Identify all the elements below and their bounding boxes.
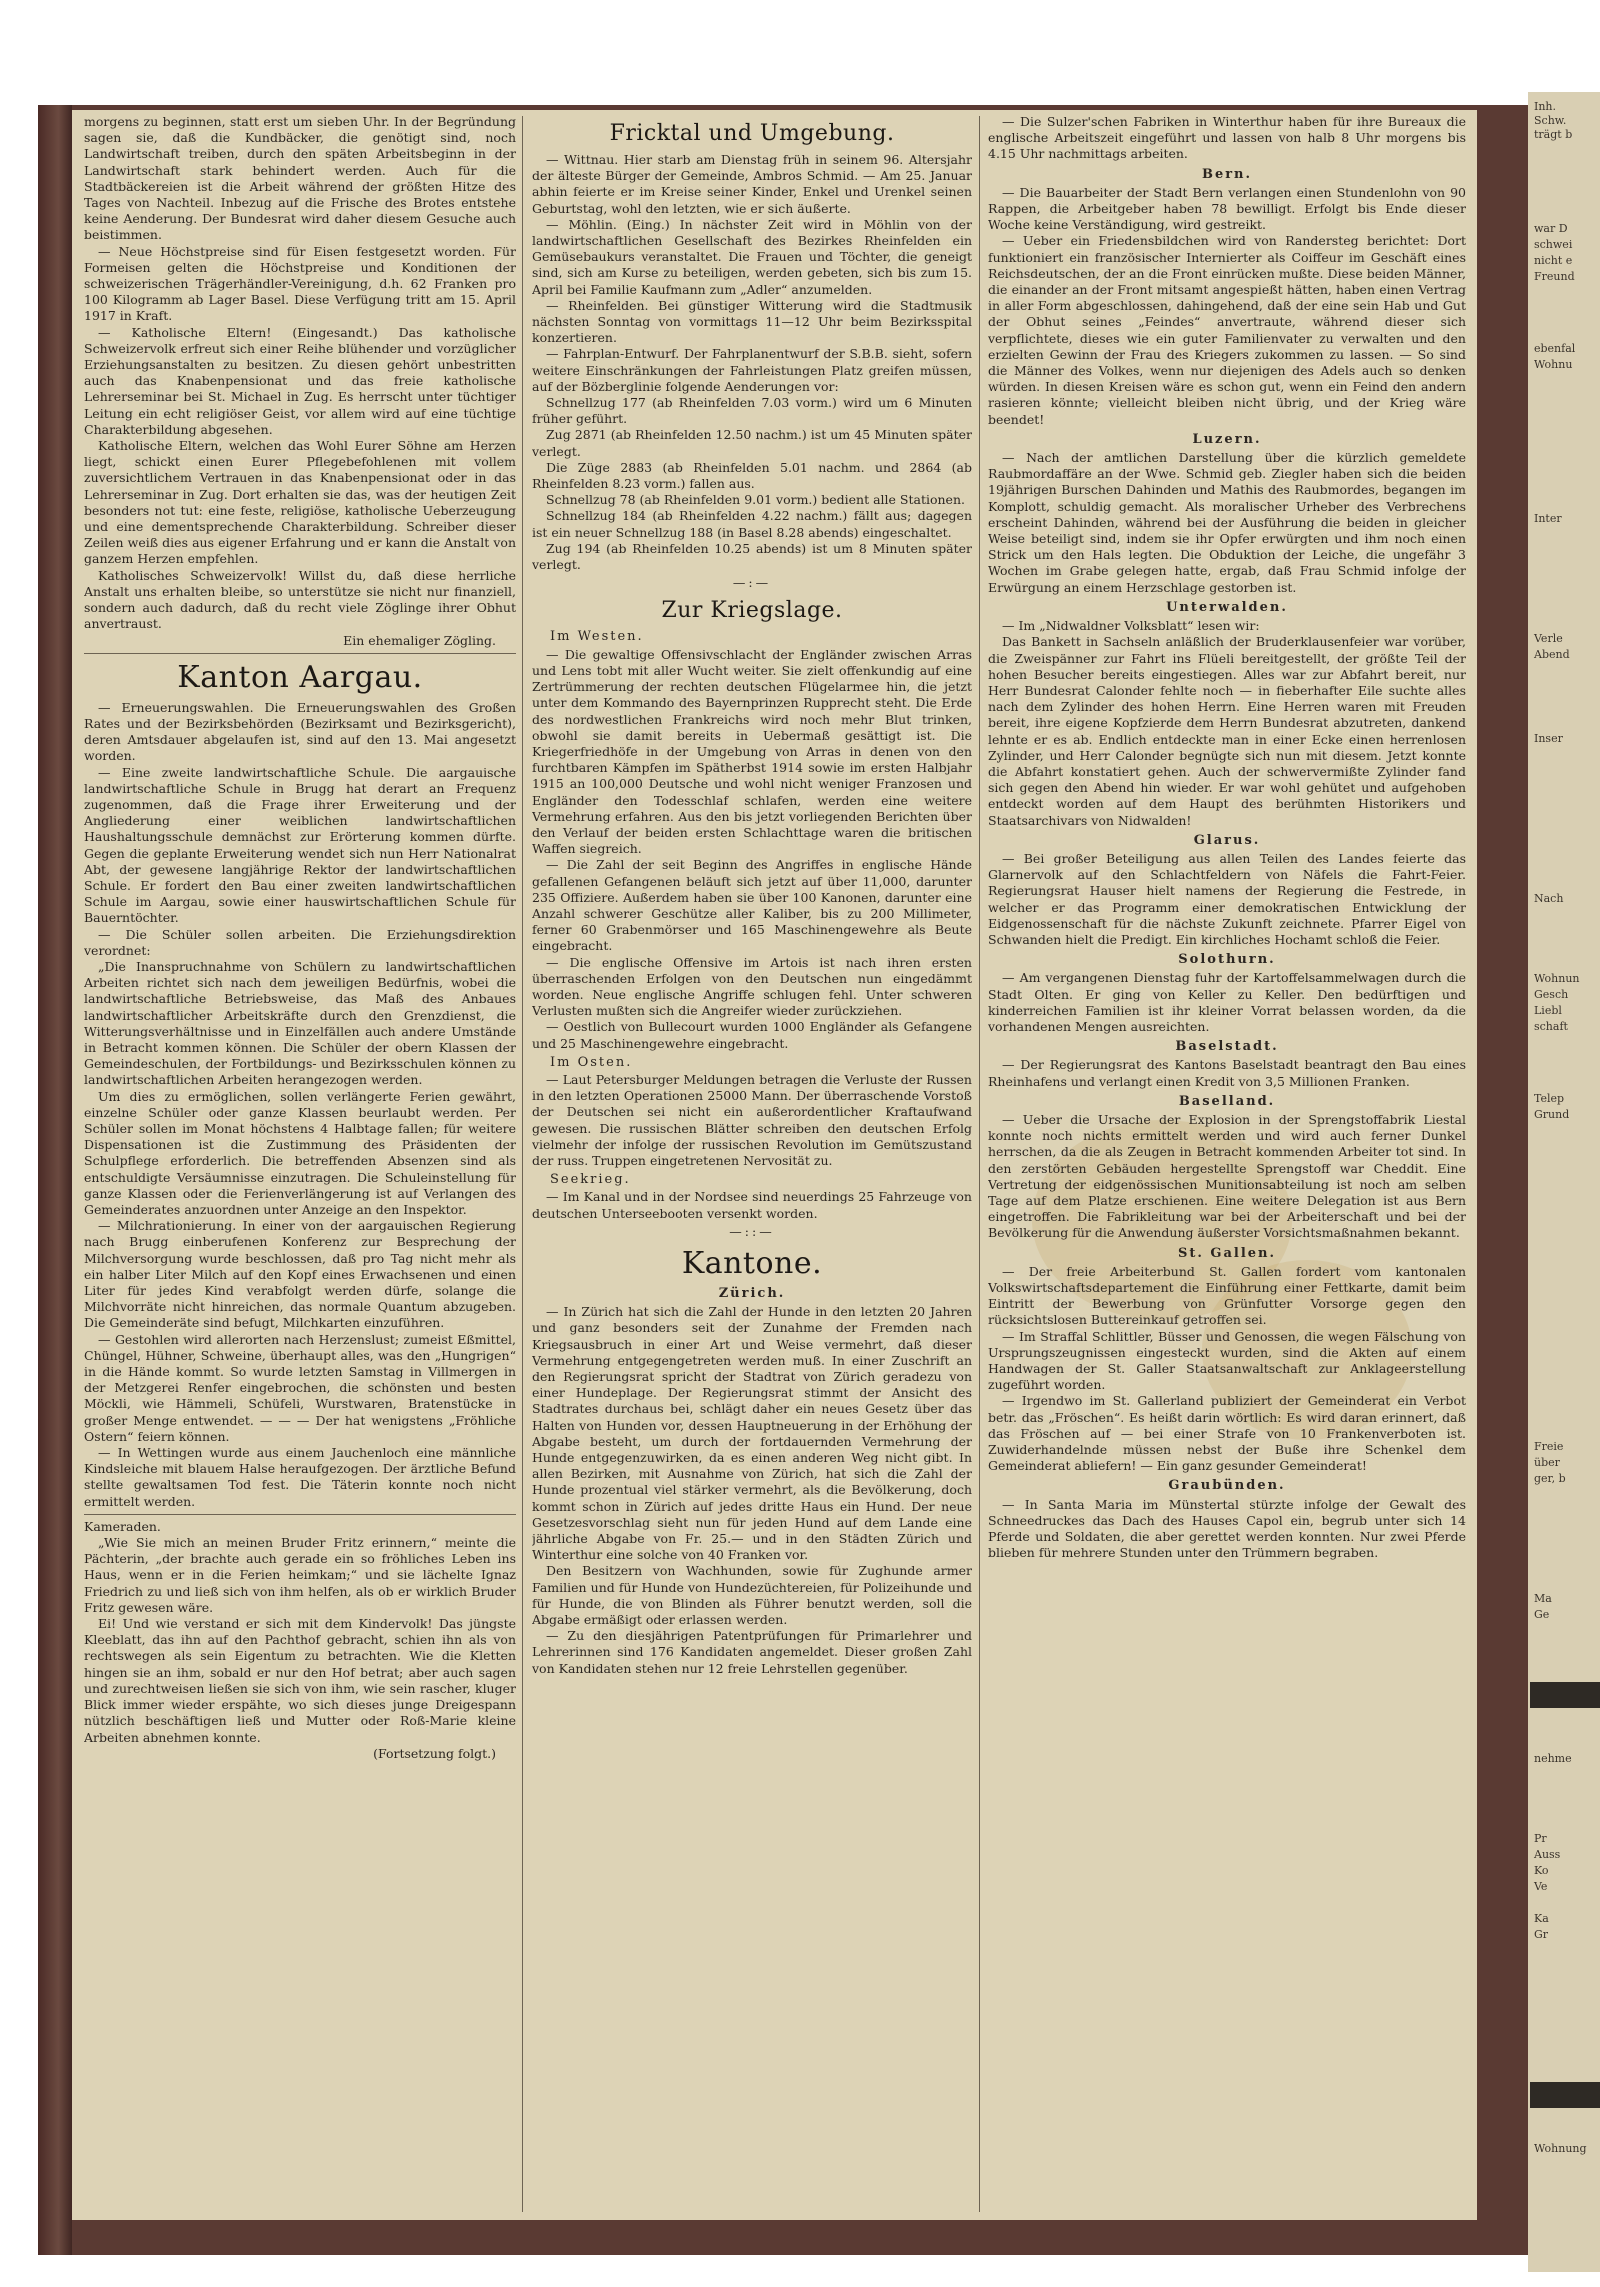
column-rule — [522, 116, 523, 2212]
adjacent-fragment: Ka — [1534, 1912, 1549, 1925]
separator: —:— — [732, 575, 772, 591]
article-paragraph: — Nach der amtlichen Darstellung über die kürzlich gemeldete Raubmordaffäre an der Wwe. Schmid geb. Ziegler haben sich die beiden 19jährigen Burschen Dahinden und Mathis des Raubmordes, begangen im Komplott, schuldig gemacht. Als moralischer Urheber des Verbrechens erscheint Dahinden, während bei der Ausführung die beiden in gleicher Weise beteiligt sind, indem sie ihr Opfer erwürgten und ihm noch einen Strick um den Hals legten. Die Obduktion der Leiche, die ungefähr 3 Wochen im Grabe gelegen hatte, ergab, daß Frau Schmid infolge der Erwürgung an einem Herzschlage gestorben ist. — [988, 450, 1466, 595]
article-paragraph: — Rheinfelden. Bei günstiger Witterung wird die Stadtmusik nächsten Sonntag von vormittags 11—12 Uhr beim Bezirksspital konzertieren. — [532, 297, 972, 346]
article-paragraph: — Im „Nidwaldner Volksblatt“ lesen wir: — [1002, 618, 1260, 634]
article-paragraph: — Die Sulzer'schen Fabriken in Winterthur haben für ihre Bureaux die englische Arbeitszeit eingeführt und lassen von halb 8 Uhr morgens bis 4.15 Uhr nachmittags arbeiten. — [988, 114, 1466, 162]
article-paragraph: — Ueber die Ursache der Explosion in der Sprengstoffabrik Liestal konnte noch nichts ermittelt werden und wird auch ferner Dunkel herrschen, da die als Zeugen in Betracht kommenden Arbeiter tot sind. In den zerstörten Gebäuden hergestellte Sprengstoff war Cheddit. Eine Vertretung der eidgenössischen Munitionsabteilung ist noch am selben Tage auf dem Platze erschienen. Eine weitere Delegation ist aus Bern eingetroffen. Die Fabrikleitung war bei der Arbeiterschaft und bei der Bevölkerung für die Anwendung äußerster Vorsichtsmaßnahmen bekannt. — [988, 1111, 1466, 1241]
article-paragraph: — Oestlich von Bullecourt wurden 1000 Engländer als Gefangene und 25 Maschinengewehre eingebracht. — [532, 1019, 972, 1051]
feuilleton-paragraph: „Wie Sie mich an meinen Bruder Fritz erinnern,“ meinte die Pächterin, „der brachte auch gerade ein so fröhliches Leben ins Haus, wenn er in die Ferien heimkam;“ und sie lächelte Ignaz Friedrich zu und ließ sich von ihm helfen, als ob er wirklich Bruder Fritz gewesen wäre. — [84, 1535, 516, 1615]
column-rule — [979, 116, 980, 2212]
adjacent-fragment: Inser — [1534, 732, 1563, 745]
article-paragraph: — Bei großer Beteiligung aus allen Teilen des Landes feierte das Glarnervolk auf den Schlachtfeldern von Näfels die Fahrt-Feier. Regierungsrat Hauser hielt namens der Regierung die Festrede, in welcher er das Programm einer demokratischen Entwicklung der Eidgenossenschaft für die nächste Zukunft zeichnete. Pfarrer Eigel von Schwanden hielt die Predigt. Ein kirchliches Hochamt schloß die Feier. — [988, 850, 1466, 947]
article-paragraph: — In Santa Maria im Münstertal stürzte infolge der Gewalt des Schneedruckes das Dach des Hauses Capol ein, begrub unter sich 14 Pferde und Soldaten, die aber gerettet werden konnten. Nur zwei Pferde blieben für mehrere Stunden unter den Trümmern begraben. — [988, 1496, 1466, 1561]
article-paragraph: — Laut Petersburger Meldungen betragen die Verluste der Russen in den letzten Operationen 25000 Mann. Der überraschende Vorstoß der Deutschen sei nicht ein außerordentlicher Kraftaufwand gewesen. Die russischen Blätter schreiben den deutschen Erfolg vielmehr der infolge der russischen Revolution im Gemütszustand der russ. Truppen eingetretenen Nervosität zu. — [532, 1071, 972, 1168]
subheading: Bern. — [1201, 166, 1253, 182]
article-paragraph: — Wittnau. Hier starb am Dienstag früh in seinem 96. Altersjahr der älteste Bürger der Gemeinde, Ambros Schmid. — Am 25. Januar abhin feierte er im Kreise seiner Kinder, Enkel und Urenkel seinen Geburtstag, wohl den letzten, wie er sich äußerte. — [532, 152, 972, 216]
adjacent-fragment: Gr — [1534, 1928, 1549, 1941]
subheading: Im Westen. — [550, 629, 644, 645]
subheading: St. Gallen. — [1177, 1245, 1277, 1261]
article-paragraph: — Milchrationierung. In einer von der aargauischen Regierung nach Brugg einberufenen Konferenz zur Besprechung der Milchversorgung wurde beschlossen, daß pro Tag nicht mehr als ein halber Liter Milch auf den Kopf eines Erwachsenen und einen Liter für jedes Kind verabfolgt werden dürfe, solange die Milchvorräte nicht hinreichen, das normale Quantum abzugeben. Die Gemeinderäte sind befugt, Milchkarten einzuführen. — [84, 1218, 516, 1331]
adjacent-fragment: Auss — [1534, 1848, 1561, 1861]
article-paragraph: Schnellzug 184 (ab Rheinfelden 4.22 nachm.) fällt aus; dagegen ist ein neuer Schnellzug 188 (in Basel 8.28 abends) eingeschaltet. — [532, 508, 972, 540]
adjacent-fragment: Ve — [1534, 1880, 1548, 1893]
article-paragraph: Die Züge 2883 (ab Rheinfelden 5.01 nachm. und 2864 (ab Rheinfelden 8.23 vorm.) fallen aus. — [532, 459, 972, 492]
adjacent-fragment: schaft — [1534, 1020, 1568, 1033]
article-paragraph: — Neue Höchstpreise sind für Eisen festgesetzt worden. Für Formeisen gelten die Höchstpreise und Konditionen der schweizerischen Trägerhändler-Vereinigung, d.h. 62 Franken pro 100 Kilogramm ab Lager Basel. Diese Verfügung tritt am 15. April 1917 in Kraft. — [84, 243, 516, 324]
adjacent-fragment: Abend — [1534, 648, 1570, 661]
subheading: Glarus. — [1193, 832, 1261, 848]
feuilleton-divider — [84, 1514, 516, 1515]
column-middle — [532, 114, 972, 2214]
article-paragraph: Um dies zu ermöglichen, sollen verlängerte Ferien gewährt, einzelne Schüler oder ganze Klassen beurlaubt werden. Per Schüler sollen im Monat höchstens 4 Halbtage fallen; für weitere Dispensationen ist die Zustimmung des Präsidenten der Schulpflege erforderlich. Die betreffenden Absenzen sind als entschuldigte Versäumnisse einzutragen. Die Schuleinstellung für ganze Klassen oder die Ferienverlängerung ist auf Verlangen des Gemeinderates anzuordnen unter Anzeige an den Inspektor. — [84, 1088, 516, 1217]
adjacent-fragment: trägt b — [1534, 128, 1573, 141]
subheading: Baselland. — [1178, 1093, 1276, 1109]
subheading: Im Osten. — [550, 1054, 633, 1070]
adjacent-fragment: Ko — [1534, 1864, 1549, 1877]
section-heading-kantone: Kantone. — [681, 1246, 823, 1281]
article-paragraph: Katholische Eltern, welchen das Wohl Eurer Söhne am Herzen liegt, schickt einen Eurer Pflegebefohlenen mit vollem zuversichtlichem Vertrauen in das Knabenpensionat oder in das Lehrerseminar in Zug. Dort erhalten sie das, was der heutigen Zeit besonders not tut: eine feste, religiöse, katholische Ueberzeugung und eine dementsprechende Charakterbildung. Schreiber dieser Zeilen weiß dies aus eigener Erfahrung und er kann die Anstalt von ganzem Herzen empfehlen. — [84, 438, 516, 567]
feuilleton-paragraph: Ei! Und wie verstand er sich mit dem Kindervolk! Das jüngste Kleeblatt, das ihn auf den Pachthof gebracht, schien ihn als von rechtswegen als sein Eigentum zu betrachten. Wie die Kletten hingen sie an ihm, sobald er nur den Hof betrat; aber auch sagen und zurechtweisen ließen sie sich von ihm, wie sein rascher, kluger Blick immer wieder erspähte, wo sich dieses junge Dreigespann nützlich beschäftigen ließ und Mutter oder Roß-Marie kleine Arbeiten abnehmen konnte. — [84, 1616, 516, 1745]
adjacent-fragment: Schw. — [1534, 114, 1567, 127]
adjacent-fragment: nicht e — [1534, 254, 1573, 267]
article-paragraph: — Im Kanal und in der Nordsee sind neuerdings 25 Fahrzeuge von deutschen Unterseebooten versenkt worden. — [532, 1189, 972, 1221]
adjacent-fragment: Wohnung — [1534, 2142, 1587, 2155]
article-paragraph: Zug 194 (ab Rheinfelden 10.25 abends) ist um 8 Minuten später verlegt. — [532, 540, 972, 573]
section-heading-fricktal: Fricktal und Umgebung. — [609, 121, 895, 146]
section-divider — [84, 653, 516, 654]
section-heading-kriegslage: Zur Kriegslage. — [661, 598, 843, 624]
subheading: Solothurn. — [1178, 952, 1276, 968]
adjacent-fragment: Wohnu — [1534, 358, 1573, 371]
article-paragraph: — Am vergangenen Dienstag fuhr der Kartoffelsammelwagen durch die Stadt Olten. Er ging von Keller zu Keller. Den bedürftigen und kinderreichen Familien ist ihr kleiner Vorrat belassen worden, da die vorhandenen Mengen ausreichten. — [988, 970, 1466, 1034]
adjacent-fragment: Ma — [1534, 1592, 1552, 1605]
adjacent-fragment: Nach — [1534, 892, 1564, 905]
adjacent-fragment: nehme — [1534, 1752, 1572, 1765]
feuilleton-title: Kameraden. — [84, 1518, 161, 1534]
feuilleton-continued: (Fortsetzung folgt.) — [373, 1745, 496, 1761]
subheading: Seekrieg. — [550, 1172, 631, 1188]
adjacent-fragment: Grund — [1534, 1108, 1570, 1121]
adjacent-fragment: Inter — [1534, 512, 1562, 525]
article-paragraph: — Die englische Offensive im Artois ist nach ihren ersten überraschenden Erfolgen von den Deutschen nun eingedämmt worden. Neue englische Angriffe schlugen fehl. Unter schweren Verlusten mußten sich die Angreifer wieder zurückziehen. — [532, 954, 972, 1019]
adjacent-fragment: Ge — [1534, 1608, 1550, 1621]
adjacent-fragment: Pr — [1534, 1832, 1547, 1845]
adjacent-fragment: Wohnun — [1534, 972, 1580, 985]
adjacent-fragment: über — [1534, 1456, 1560, 1469]
article-paragraph: Den Besitzern von Wachhunden, sowie für Zughunde armer Familien und für Hunde von Hundezüchtereien, für Polizeihunde und für Hunde, die von Blinden als Führer benutzt werden, soll die Abgabe ermäßigt oder erlassen werden. — [532, 1563, 972, 1628]
article-paragraph: — In Zürich hat sich die Zahl der Hunde in den letzten 20 Jahren und ganz besonders seit der Zunahme der Fremden nach Kriegsausbruch in einer Art und Weise vermehrt, daß dieser Vermehrung entgegengetreten werden muß. In einer Zuschrift an den Regierungsrat spricht der Stadtrat von Zürich geradezu von einer Hundeplage. Der Regierungsrat stimmt der Ansicht des Stadtrates durchaus bei, schlägt daher ein neues Gesetz über das Halten von Hunden vor, dessen Hauptneuerung in der Erhöhung der Abgabe besteht, um durch der fortdauernden Vermehrung der Hunde entgegenzuwirken, da es einen anderen Weg nicht gibt. In allen Bezirken, mit Ausnahme von Zürich, hat sich die Zahl der Hunde prozentual viel stärker vermehrt, als die Bevölkerung, doch kommt schon in Zürich auf jedes dritte Haus ein Hund. Der neue Gesetzesvorschlag sieht nun für jeden Hund auf dem Lande eine jährliche Abgabe von Fr. 25.— und in den Städten Zürich und Winterthur eine solche von 40 Franken vor. — [532, 1304, 972, 1563]
subheading: Zürich. — [718, 1286, 786, 1301]
subheading: Unterwalden. — [1166, 599, 1288, 615]
adjacent-fragment: Gesch — [1534, 988, 1569, 1001]
adjacent-fragment: ebenfal — [1534, 342, 1576, 355]
adjacent-fragment: Liebl — [1534, 1004, 1562, 1017]
article-paragraph: — Ueber ein Friedensbildchen wird von Randersteg berichtet: Dort funktioniert ein französischer Internierter als Coiffeur im Geschäft eines Reichsdeutschen, der an die Front einrücken mußte. Diese beiden Männer, die einander an der Front mitsamt angespießt hätten, haben einen Vertrag in aller Form abgeschlossen, dahingehend, daß der eine sein Hab und Gut der Obhut seines „Feindes“ anvertraute, während dieser sich verpflichtete, dieses wie ein guter Familienvater zu verwalten und den erzielten Gewinn der Frau des Kriegers zukommen zu lassen. — So sind die Männer des Volkes, wenn nur diejenigen des Adels auch so denken würden. In diesen Kreisen wäre es schon gut, wenn ein Feind den andern rasieren könnte; vielleicht bleiben nicht übrig, und der Krieg wäre beendet! — [988, 233, 1466, 427]
article-paragraph: — Eine zweite landwirtschaftliche Schule. Die aargauische landwirtschaftliche Schule in Brugg hat derart an Frequenz zugenommen, daß die Frage ihrer Erweiterung und der Angliederung einer weiblichen landwirtschaftlichen Haushaltungsschule demnächst zur Erörterung kommen dürfte. Gegen die geplante Erweiterung wendet sich nun Herr Nationalrat Abt, der gewesene langjährige Rektor der landwirtschaftlichen Schule. Er fordert den Bau einer zweiten landwirtschaftlichen Schule im Aargau, sowie einer hauswirtschaftlichen Schule für Bauerntöchter. — [84, 764, 516, 926]
article-paragraph: Das Bankett in Sachseln anläßlich der Bruderklausenfeier war vorüber, die Zweispänner zur Fahrt ins Flüeli bereitgestellt, der größte Teil der hohen Besucher bereits eingestiegen. Alles war zur Abfahrt bereit, nur Herr Bundesrat Calonder fehlte noch — in fieberhafter Eile suchte alles nach dem Zylinder des hohen Herrn. Eine Herren waren mit Freuden bereit, ihre eigene Kopfzierde dem Herrn Bundesrat abzutreten, dankend lehnte er es ab. Endlich entdeckte man in einer Ecke einen herrenlosen Zylinder, und Herr Calonder begnügte sich nun mit diesem. Jetzt konnte die Abfahrt konstatiert gehen. Auch der schwervermißte Zylinder fand sich gegen den Abend hin wieder. Er war wohl gehütet und aufgehoben entdeckt worden auf dem Haupt des berühmten Historikers und Staatsarchivars von Nidwalden! — [988, 634, 1466, 828]
adjacent-black-band — [1530, 2082, 1600, 2108]
newspaper-page — [72, 110, 1477, 2220]
subheading: Graubünden. — [1168, 1478, 1286, 1494]
article-paragraph: — In Wettingen wurde aus einem Jauchenloch eine männliche Kindsleiche mit blauem Halse heraufgezogen. Der ärztliche Befund stellte gewaltsamen Tod fest. Die Täterin konnte noch nicht ermittelt werden. — [84, 1445, 516, 1509]
subheading: Luzern. — [1192, 431, 1262, 447]
article-paragraph: Katholisches Schweizervolk! Willst du, daß diese herrliche Anstalt uns erhalten bleibe, so unterstütze sie nicht nur finanziell, sondern auch dadurch, daß du recht viele Zöglinge ihrer Obhut anvertraust. — [84, 567, 516, 632]
article-paragraph: Zug 2871 (ab Rheinfelden 12.50 nachm.) ist um 45 Minuten später verlegt. — [532, 427, 972, 459]
article-paragraph: — Die Bauarbeiter der Stadt Bern verlangen einen Stundenlohn von 90 Rappen, die Arbeitgeber haben 78 bewilligt. Erfolgt bis Ende dieser Woche keine Verständigung, wird gestreikt. — [988, 184, 1466, 233]
adjacent-black-band — [1530, 1682, 1600, 1708]
article-paragraph: — Der Regierungsrat des Kantons Baselstadt beantragt den Bau eines Rheinhafens und verlangt einen Kredit von 3,5 Millionen Franken. — [988, 1057, 1466, 1089]
article-paragraph: — Erneuerungswahlen. Die Erneuerungswahlen des Großen Rates und der Bezirksbehörden (Bezirksamt und Bezirksgericht), deren Amtsdauer abgelaufen ist, sind auf den 13. Mai angesetzt worden. — [84, 699, 516, 764]
article-paragraph: — Fahrplan-Entwurf. Der Fahrplanentwurf der S.B.B. sieht, sofern weitere Einschränkungen der Fahrleistungen Platz greifen müssen, auf der Bözberglinie folgende Aenderungen vor: — [532, 346, 972, 394]
adjacent-fragment: Telep — [1534, 1092, 1565, 1105]
article-paragraph: „Die Inanspruchnahme von Schülern zu landwirtschaftlichen Arbeiten richtet sich nach dem jeweiligen Bedürfnis, wobei die landwirtschaftliche Betriebsweise, das Maß des Anbaues landwirtschaftlicher Arbeitskräfte durch den Grenzdienst, die Witterungsverhältnisse und in Einzelfällen auch andere Umstände in Betracht kommen können. Die Schüler der obern Klassen der Gemeindeschulen, der Fortbildungs- und Bezirksschulen können zu landwirtschaftlichen Arbeiten herangezogen werden. — [84, 958, 516, 1088]
article-paragraph: — Im Straffal Schlittler, Büsser und Genossen, die wegen Fälschung von Ursprungszeugnissen eingesteckt wurden, sind die Akten auf einem Handwagen der St. Galler Staatsanwaltschaft zur Anklageerstellung zugeführt worden. — [988, 1328, 1466, 1393]
article-paragraph: — Irgendwo im St. Gallerland publiziert der Gemeinderat ein Verbot betr. das „Fröschen“. Es heißt darin wörtlich: Es wird daran erinnert, daß das Fröschen auf — bei einer Strafe von 10 Frankenverboten ist. Zuwiderhandelnde müssen nebst der Buße ihre Schenkel dem Gemeinderat abliefern! — Ein ganz gesunder Gemeinderat! — [988, 1393, 1466, 1474]
article-paragraph: — Die Zahl der seit Beginn des Angriffes in englische Hände gefallenen Gefangenen beläuft sich jetzt auf über 11,000, darunter 235 Offiziere. Außerdem haben sie über 100 Kanonen, darunter eine Anzahl schwerer Geschütze aller Kaliber, bis zu 200 Millimeter, ferner 60 Grabenmörser und 165 Maschinengewehre als Beute eingebracht. — [532, 857, 972, 954]
subheading: Baselstadt. — [1175, 1039, 1279, 1055]
article-paragraph: Schnellzug 78 (ab Rheinfelden 9.01 vorm.) bedient alle Stationen. — [546, 492, 965, 508]
adjacent-fragment: Freund — [1534, 270, 1575, 283]
article-paragraph: — Die Schüler sollen arbeiten. Die Erziehungsdirektion verordnet: — [84, 926, 516, 958]
section-heading-aargau: Kanton Aargau. — [177, 659, 423, 695]
adjacent-fragment: Freie — [1534, 1440, 1564, 1453]
article-paragraph: — Die gewaltige Offensivschlacht der Engländer zwischen Arras und Lens tobt mit aller Wucht weiter. Sie zielt offenkundig auf eine Zertrümmerung der rechten deutschen Flügelarmee hin, die jetzt unter dem Kommando des Bayernprinzen Rupprecht steht. Die Erde des nordwestlichen Frankreichs wird noch mehr Blut trinken, obwohl sie damit bereits in Uebermaß gesättigt ist. Die Kriegerfriedhöfe in der Umgebung von Arras in denen von den furchtbaren Kämpfen im Spätherbst 1914 sowie im ersten Halbjahr 1915 an 100,000 Deutsche und wohl nicht weniger Franzosen und Engländer den Todesschlaf schlafen, werden eine weitere Vermehrung erfahren. Aus den bis jetzt vorliegenden Berichten über den Verlauf der beiden ersten Schlachttage waren die britischen Waffen siegreich. — [532, 646, 972, 857]
article-paragraph: — Zu den diesjährigen Patentprüfungen für Primarlehrer und Lehrerinnen sind 176 Kandidaten angemeldet. Dieser großen Zahl von Kandidaten stehen nur 12 freie Lehrstellen gegenüber. — [532, 1628, 972, 1676]
article-paragraph: morgens zu beginnen, statt erst um sieben Uhr. In der Begründung sagen sie, daß die Kundbäcker, die genötigt sind, noch Landwirtschaft treiben, durch den späten Arbeitsbeginn in der Landwirtschaft stark behindert werden. Auch für die Stadtbäckereien ist die Arbeit während der größten Hitze des Tages von Nachteil. Inbezug auf die Frische des Brotes entstehe keine Aenderung. Der Bundesrat wird daher diesem Gesuche auch beistimmen. — [84, 114, 516, 243]
article-signature: Ein ehemaliger Zögling. — [343, 632, 496, 648]
adjacent-fragment: Verle — [1534, 632, 1563, 645]
article-paragraph: — Der freie Arbeiterbund St. Gallen fordert vom kantonalen Volkswirtschaftsdepartement die Einführung einer Fettkarte, damit beim Eintritt der Bewerbung von Grünfutter Vorsorge gegen den rücksichtslosen Buttereinkauf getroffen sei. — [988, 1263, 1466, 1328]
adjacent-page-edge — [1528, 92, 1600, 2272]
article-paragraph: — Katholische Eltern! (Eingesandt.) Das katholische Schweizervolk erfreut sich einer Reihe blühender und vorzüglicher Erziehungsanstalten zu besitzen. Zu diesen gehört unbestritten auch das Knabenpensionat und das freie katholische Lehrerseminar bei St. Michael in Zug. Es herrscht unter tüchtiger Leitung ein echt religiöser Geist, vor allem wird auf eine tüchtige Charakterbildung abgesehen. — [84, 324, 516, 437]
article-paragraph: Schnellzug 177 (ab Rheinfelden 7.03 vorm.) wird um 6 Minuten früher geführt. — [532, 395, 972, 427]
column-right — [988, 114, 1466, 2214]
volume-spine — [38, 105, 72, 2255]
adjacent-fragment: Inh. — [1534, 100, 1557, 113]
adjacent-fragment: ger, b — [1534, 1472, 1566, 1485]
article-paragraph: — Möhlin. (Eing.) In nächster Zeit wird in Möhlin von der landwirtschaftlichen Gesellschaft des Bezirkes Rheinfelden ein Gemüsebaukurs veranstaltet. Die Frauen und Töchter, die geneigt sind, sich am Kurse zu beteiligen, werden gebeten, sich bis zum 15. April bei Familie Kaufmann zum „Adler“ anzumelden. — [532, 216, 972, 297]
article-paragraph: — Gestohlen wird allerorten nach Herzenslust; zumeist Eßmittel, Chüngel, Hühner, Schweine, überhaupt alles, was den „Hungrigen“ in die Hände kommt. So wurde letzten Samstag in Villmergen in der Metzgerei Renfer eingebrochen, die schönsten und besten Möckli, wie Hämmeli, Schüfeli, Wurstwaren, Bratenstücke in großer Menge entwendet. — — — Der hat wenigstens „Fröhliche Ostern“ feiern können. — [84, 1331, 516, 1444]
adjacent-fragment: war D — [1534, 222, 1568, 235]
adjacent-fragment: schwei — [1534, 238, 1573, 251]
column-left — [84, 114, 516, 2214]
separator: —::— — [729, 1223, 775, 1239]
